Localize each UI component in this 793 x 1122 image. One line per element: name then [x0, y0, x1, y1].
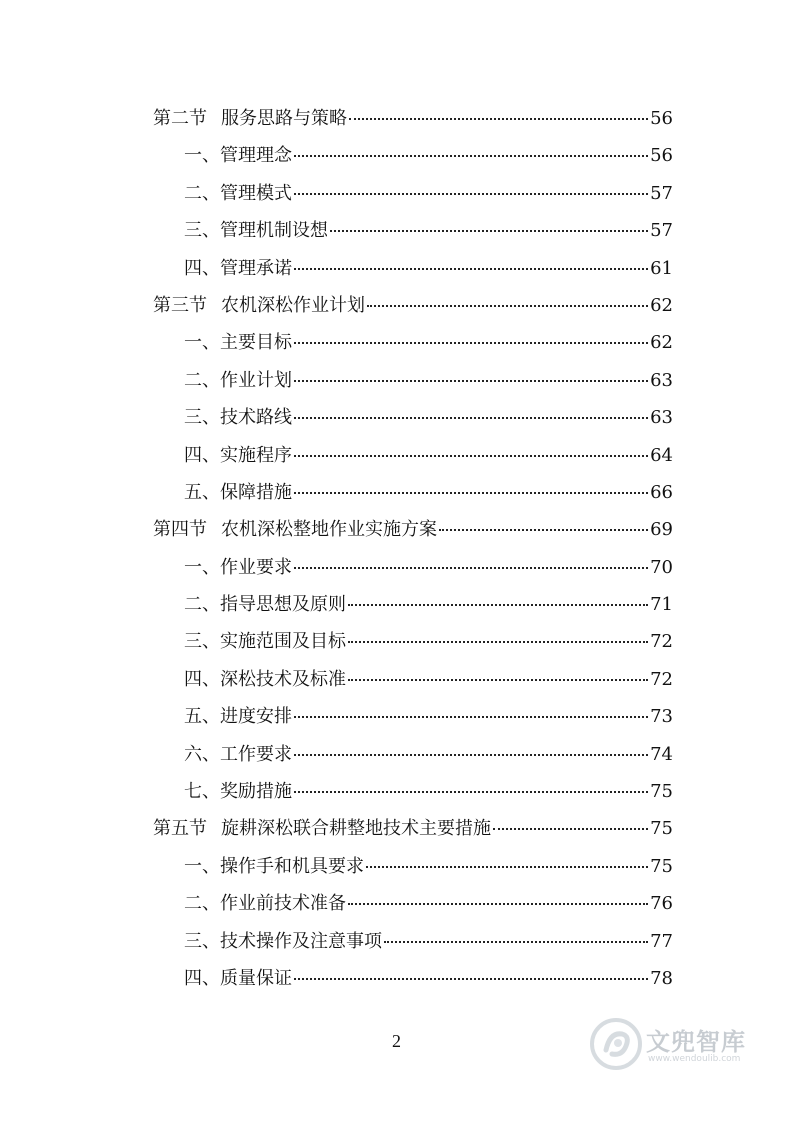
toc-entry-title: 管理理念 — [220, 145, 292, 167]
toc-dot-leader — [348, 641, 648, 643]
toc-entry-page: 75 — [650, 818, 673, 840]
toc-subsection-entry[interactable] — [153, 474, 673, 511]
toc-entry-number: 第五节 — [153, 818, 207, 840]
toc-entry-number: 六、 — [184, 743, 220, 765]
toc-dot-leader — [493, 828, 648, 830]
toc-entry-number: 五、 — [184, 481, 220, 503]
toc-entry-number: 二、 — [184, 369, 220, 391]
toc-entry-number: 一、 — [184, 145, 220, 167]
toc-entry-page: 56 — [650, 108, 673, 129]
toc-subsection-entry[interactable] — [153, 736, 673, 773]
toc-entry-number: 第三节 — [153, 294, 207, 316]
watermark-name: 文兜智库 — [646, 1028, 746, 1056]
toc-section-entry[interactable] — [153, 287, 673, 324]
toc-entry-title: 实施程序 — [220, 444, 292, 466]
toc-entry-title: 作业前技术准备 — [220, 893, 346, 915]
toc-entry-number: 二、 — [184, 893, 220, 915]
toc-entry-page: 69 — [650, 519, 673, 541]
toc-section-entry[interactable] — [153, 511, 673, 548]
toc-entry-title: 管理承诺 — [220, 257, 292, 279]
toc-entry-number: 三、 — [184, 407, 220, 429]
toc-entry-page: 72 — [650, 668, 673, 690]
toc-entry-number: 五、 — [184, 706, 220, 728]
toc-entry-page: 74 — [650, 743, 673, 765]
toc-entry-page: 64 — [650, 444, 673, 466]
toc-entry-page: 63 — [650, 407, 673, 429]
toc-entry-page: 61 — [650, 257, 673, 279]
toc-entry-page: 57 — [650, 220, 673, 242]
toc-entry-title: 农机深松作业计划 — [221, 294, 365, 316]
toc-subsection-entry[interactable] — [153, 212, 673, 249]
toc-entry-title: 深松技术及标准 — [220, 668, 346, 690]
toc-entry-title: 保障措施 — [220, 481, 292, 503]
toc-subsection-entry[interactable] — [153, 399, 673, 436]
toc-dot-leader — [294, 567, 648, 569]
toc-entry-title: 管理模式 — [220, 182, 292, 204]
toc-subsection-entry[interactable] — [153, 960, 673, 997]
toc-entry-title: 作业要求 — [220, 556, 292, 578]
toc-entry-title: 奖励措施 — [220, 781, 292, 803]
toc-dot-leader — [294, 193, 648, 195]
toc-subsection-entry[interactable] — [153, 549, 673, 586]
toc-entry-title: 技术路线 — [220, 407, 292, 429]
toc-dot-leader — [349, 118, 648, 120]
toc-entry-number: 三、 — [184, 631, 220, 653]
toc-entry-number: 三、 — [184, 930, 220, 952]
toc-entry-page: 71 — [650, 594, 673, 616]
toc-subsection-entry[interactable] — [153, 324, 673, 361]
toc-subsection-entry[interactable] — [153, 362, 673, 399]
toc-dot-leader — [294, 492, 648, 494]
toc-section-entry[interactable] — [153, 100, 673, 137]
toc-subsection-entry[interactable] — [153, 586, 673, 623]
toc-dot-leader — [294, 754, 648, 756]
toc-dot-leader — [294, 417, 648, 419]
toc-entry-title: 农机深松整地作业实施方案 — [221, 519, 437, 541]
toc-entry-title: 服务思路与策略 — [221, 108, 347, 129]
toc-entry-page: 75 — [650, 781, 673, 803]
toc-subsection-entry[interactable] — [153, 885, 673, 922]
toc-subsection-entry[interactable] — [153, 698, 673, 735]
toc-dot-leader — [348, 903, 648, 905]
toc-entry-page: 78 — [650, 967, 673, 989]
toc-subsection-entry[interactable] — [153, 175, 673, 212]
toc-entry-number: 四、 — [184, 967, 220, 989]
toc-entry-number: 四、 — [184, 668, 220, 690]
toc-dot-leader — [348, 604, 648, 606]
toc-entry-number: 七、 — [184, 781, 220, 803]
toc-subsection-entry[interactable] — [153, 250, 673, 287]
toc-dot-leader — [294, 380, 648, 382]
toc-entry-number: 第四节 — [153, 519, 207, 541]
toc-entry-number: 二、 — [184, 594, 220, 616]
wendou-logo-icon — [588, 1016, 644, 1072]
toc-entry-page: 57 — [650, 182, 673, 204]
toc-entry-number: 二、 — [184, 182, 220, 204]
toc-entry-title: 主要目标 — [220, 332, 292, 354]
toc-entry-title: 质量保证 — [220, 967, 292, 989]
toc-entry-page: 62 — [650, 294, 673, 316]
toc-entry-title: 指导思想及原则 — [220, 594, 346, 616]
toc-entry-page: 66 — [650, 481, 673, 503]
toc-entry-page: 72 — [650, 631, 673, 653]
toc-subsection-entry[interactable] — [153, 661, 673, 698]
toc-dot-leader — [348, 679, 648, 681]
watermark — [588, 1012, 758, 1076]
toc-entry-number: 三、 — [184, 220, 220, 242]
toc-entry-number: 第二节 — [153, 108, 207, 129]
toc-entry-page: 73 — [650, 706, 673, 728]
toc-subsection-entry[interactable] — [153, 623, 673, 660]
toc-dot-leader — [294, 155, 648, 157]
toc-entry-title: 操作手和机具要求 — [220, 855, 364, 877]
toc-entry-title: 实施范围及目标 — [220, 631, 346, 653]
toc-entry-page: 77 — [650, 930, 673, 952]
toc-entry-page: 63 — [650, 369, 673, 391]
toc-entry-number: 四、 — [184, 257, 220, 279]
toc-dot-leader — [294, 716, 648, 718]
toc-subsection-entry[interactable] — [153, 137, 673, 174]
toc-entry-page: 76 — [650, 893, 673, 915]
toc-dot-leader — [384, 941, 648, 943]
toc-entry-title: 管理机制设想 — [220, 220, 328, 242]
watermark-url: www.wendoulib.com — [648, 1054, 741, 1064]
page-number: 2 — [392, 1031, 401, 1051]
toc-dot-leader — [294, 268, 648, 270]
toc-entry-title: 技术操作及注意事项 — [220, 930, 382, 952]
toc-dot-leader — [294, 455, 648, 457]
toc-dot-leader — [367, 305, 648, 307]
toc-dot-leader — [294, 342, 648, 344]
toc-entry-page: 62 — [650, 332, 673, 354]
toc-entry-number: 一、 — [184, 332, 220, 354]
toc-subsection-entry[interactable] — [153, 848, 673, 885]
toc-dot-leader — [366, 866, 648, 868]
toc-entry-number: 一、 — [184, 556, 220, 578]
toc-dot-leader — [294, 978, 648, 980]
toc-entry-page: 75 — [650, 855, 673, 877]
toc-dot-leader — [330, 230, 648, 232]
toc-dot-leader — [439, 529, 648, 531]
toc-entry-number: 一、 — [184, 855, 220, 877]
toc-entry-number: 四、 — [184, 444, 220, 466]
toc-entry-page: 70 — [650, 556, 673, 578]
toc-dot-leader — [294, 791, 648, 793]
toc-entry-title: 作业计划 — [220, 369, 292, 391]
table-of-contents — [153, 100, 673, 997]
toc-subsection-entry[interactable] — [153, 773, 673, 810]
toc-entry-title: 工作要求 — [220, 743, 292, 765]
toc-subsection-entry[interactable] — [153, 923, 673, 960]
toc-subsection-entry[interactable] — [153, 437, 673, 474]
toc-entry-title: 旋耕深松联合耕整地技术主要措施 — [221, 818, 491, 840]
toc-entry-title: 进度安排 — [220, 706, 292, 728]
toc-section-entry[interactable] — [153, 810, 673, 847]
toc-entry-page: 56 — [650, 145, 673, 167]
